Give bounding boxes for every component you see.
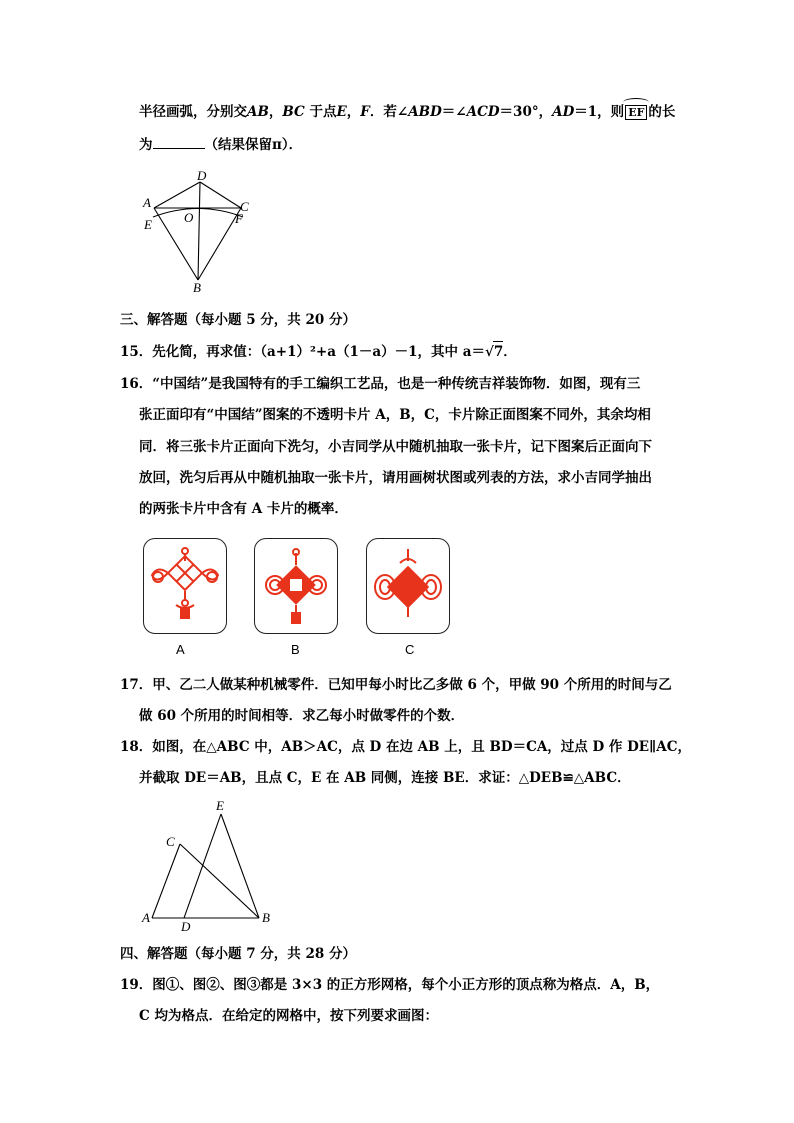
q16-line-3: 同．将三张卡片正面向下洗匀，小吉同学从中随机抽取一张卡片，记下图案后正面向下 xyxy=(139,439,652,455)
chinese-knot-c-icon xyxy=(367,539,449,633)
arc-ef-symbol: EF xyxy=(624,102,648,123)
q18-line-2: 并截取 DE＝AB，且点 C，E 在 AB 同侧，连接 BE．求证：△DEB≌△ABC． xyxy=(139,770,631,786)
card-label-c: C xyxy=(405,642,415,657)
knot-card-a xyxy=(143,538,227,634)
q15: 15．先化简，再求值：（a+1）²+a（1－a）－1，其中 a＝√7． xyxy=(120,341,517,362)
fig18-label-C: C xyxy=(166,834,175,849)
q19-line-2: C 均为格点．在给定的网格中，按下列要求画图： xyxy=(139,1008,438,1024)
q16-line-5: 的两张卡片中含有 A 卡片的概率． xyxy=(139,501,348,517)
sqrt-sign: √ xyxy=(484,344,494,360)
q17-line-2: 做 60 个所用的时间相等．求乙每小时做零件的个数． xyxy=(139,708,465,724)
answer-blank[interactable] xyxy=(153,134,205,149)
section-3-title: 三、解答题（每小题 5 分，共 20 分） xyxy=(120,312,356,328)
fig14-label-D: D xyxy=(197,168,207,183)
fig14-label-A: A xyxy=(143,195,151,210)
card-label-b: B xyxy=(291,642,300,657)
q18-line-1: 18．如图，在△ABC 中，AB＞AC，点 D 在边 AB 上，且 BD＝CA，过点 D 作 DE∥AC， xyxy=(120,739,691,755)
chinese-knot-a-icon xyxy=(144,539,226,633)
card-label-a: A xyxy=(176,642,185,657)
fig18-label-B: B xyxy=(262,910,270,925)
q16-line-4: 放回，洗匀后再从中随机抽取一张卡片，请用画树状图或列表的方法，求小吉同学抽出 xyxy=(139,470,652,486)
fig18-label-A: A xyxy=(142,910,150,925)
fig18-label-E: E xyxy=(216,798,224,813)
fig14-label-E: E xyxy=(144,217,152,232)
q17-line-1: 17．甲、乙二人做某种机械零件．已知甲每小时比乙多做 6 个，甲做 90 个所用的时间与乙 xyxy=(120,677,672,693)
knot-card-c xyxy=(366,538,450,634)
q14-line-1: 半径画弧，分别交AB，BC 于点E，F．若∠ABD＝∠ACD＝30°，AD＝1，则 EF 的长 xyxy=(139,102,675,123)
q14-line-2: 为 （结果保留π）． xyxy=(139,134,302,155)
q16-line-1: 16．“中国结”是我国特有的手工编织工艺品，也是一种传统吉祥装饰物．如图，现有三 xyxy=(120,376,641,392)
knot-card-b xyxy=(254,538,338,634)
fig14-label-F: F xyxy=(235,211,243,226)
chinese-knot-b-icon xyxy=(255,539,337,633)
q16-line-2: 张正面印有“中国结”图案的不透明卡片 A，B，C，卡片除正面图案不同外，其余均相 xyxy=(139,407,651,423)
fig14-label-B: B xyxy=(193,280,201,295)
q19-line-1: 19．图①、图②、图③都是 3×3 的正方形网格，每个小正方形的顶点称为格点．A，B， xyxy=(120,977,660,993)
fig14-label-C: C xyxy=(240,199,249,214)
section-4-title: 四、解答题（每小题 7 分，共 28 分） xyxy=(120,946,356,962)
fig14-label-O: O xyxy=(184,210,194,225)
fig18-label-D: D xyxy=(181,919,191,934)
